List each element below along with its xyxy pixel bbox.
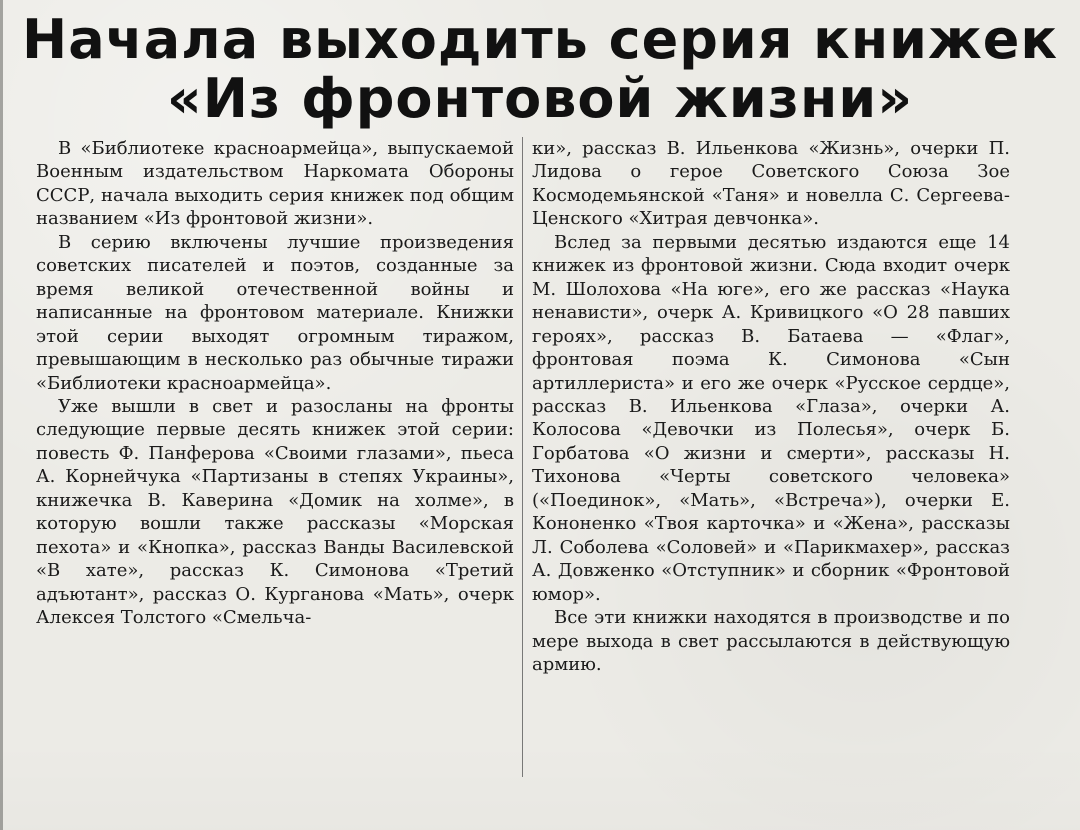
headline-line-2: «Из фронтовой жизни»	[166, 66, 914, 130]
article-columns	[36, 137, 1036, 777]
right-paragraph-1: ки», рассказ В. Ильенкова «Жизнь», очерки П. Лидова о герое Советского Союза Зое Космодемьянской «Таня» и новелла С. Сергеева-Ценского «Хитрая девчонка».	[532, 138, 1010, 230]
headline-line-1: Начала выходить серия книжек	[22, 8, 1058, 71]
left-paragraph-2: В серию включены лучшие произведения советских писателей и поэтов, созданные за время великой отечественной войны и написанные на фронтовом материале. Книжки этой серии выходят огромным тиражом, превышающим в несколько раз обычные тиражи «Библиотеки красноармейца».	[36, 231, 514, 394]
left-column	[36, 137, 514, 630]
left-paragraph-3: Уже вышли в свет и разосланы на фронты следующие первые десять книжек этой серии: повесть Ф. Панферова «Своими глазами», пьеса А. Корнейчука «Партизаны в степях Украины», книжечка В. Каверина «Домик на холме», в которую вошли также рассказы «Морская пехота» и «Кнопка», рассказ Ванды Василевской «В хате», рассказ К. Симонова «Третий адъютант», рассказ О. Курганова «Мать», очерк Алексея Толстого «Смельча-	[36, 395, 514, 629]
right-paragraph-2: Вслед за первыми десятью издаются еще 14 книжек из фронтовой жизни. Сюда входит очерк М. Шолохова «На юге», его же рассказ «Наука ненависти», очерк А. Кривицкого «О 28 павших героях», рассказ В. Батаева — «Флаг», фронтовая поэма К. Симонова «Сын артиллериста» и его же очерк «Русское сердце», рассказ В. Ильенкова «Глаза», очерки А. Колосова «Девочки из Полесья», очерк Б. Горбатова «О жизни и смерти», рассказы Н. Тихонова «Черты советского человека» («Поединок», «Мать», «Встреча»), очерки Е. Кононенко «Твоя карточка» и «Жена», рассказы Л. Соболева «Соловей» и «Парикмахер», рассказ А. Довженко «Отступник» и сборник «Фронтовой юмор».	[532, 231, 1010, 605]
right-paragraph-3: Все эти книжки находятся в производстве и по мере выхода в свет рассылаются в действующую армию.	[532, 607, 1010, 675]
right-column	[532, 137, 1010, 676]
left-paragraph-1: В «Библиотеке красноармейца», выпускаемой Военным издательством Наркомата Обороны СССР, начала выходить серия книжек под общим названием «Из фронтовой жизни».	[36, 138, 514, 230]
column-divider	[522, 137, 523, 777]
article-headline	[0, 8, 1080, 130]
